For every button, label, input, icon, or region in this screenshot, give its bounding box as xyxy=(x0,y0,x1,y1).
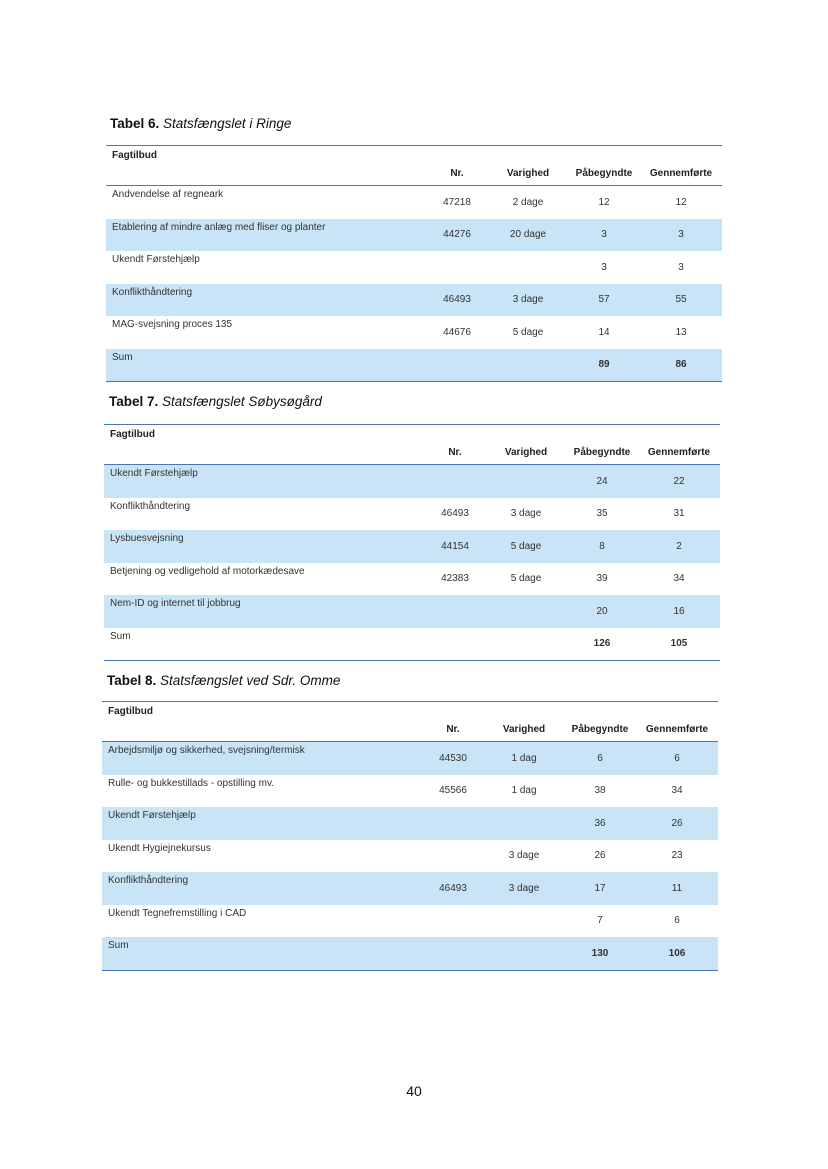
data-table xyxy=(102,701,718,971)
column-header: Påbegyndte xyxy=(566,425,638,465)
cell-fagtilbud: Sum xyxy=(102,937,422,970)
cell-fagtilbud: Ukendt Førstehjælp xyxy=(102,807,422,840)
cell-fagtilbud: Sum xyxy=(104,628,424,661)
cell-pabegyndte: 26 xyxy=(594,850,606,862)
cell-gennemforte: 11 xyxy=(636,872,718,905)
cell-nr: 46493 xyxy=(426,284,488,317)
cell-nr xyxy=(422,905,484,938)
table-row xyxy=(104,530,720,563)
cell-fagtilbud: Ukendt Førstehjælp xyxy=(112,254,200,265)
cell-pabegyndte: 8 xyxy=(566,530,638,563)
cell-pabegyndte: 17 xyxy=(564,872,636,905)
cell-fagtilbud: MAG-svejsning proces 135 xyxy=(112,319,233,330)
cell-pabegyndte: 36 xyxy=(564,807,636,840)
table-caption: Statsfængslet Søbysøgård xyxy=(162,394,322,409)
cell-gennemforte: 26 xyxy=(636,807,718,840)
cell-gennemforte: 3 xyxy=(640,219,722,252)
cell-gennemforte: 55 xyxy=(640,284,722,317)
table-row xyxy=(104,595,720,628)
table-row xyxy=(102,775,718,808)
cell-gennemforte: 106 xyxy=(636,937,718,970)
cell-varighed: 1 dag xyxy=(511,785,537,797)
column-header: Fagtilbud xyxy=(104,425,424,465)
column-header: Gennemførte xyxy=(636,702,718,742)
cell-pabegyndte: 14 xyxy=(598,326,610,338)
column-header: Påbegyndte xyxy=(564,702,636,742)
cell-fagtilbud: Ukendt Tegnefremstilling i CAD xyxy=(108,907,247,919)
table-label: Tabel 8. xyxy=(107,673,157,688)
cell-varighed xyxy=(484,905,564,938)
cell-varighed xyxy=(484,807,564,840)
cell-nr: 46493 xyxy=(441,508,469,520)
cell-gennemforte: 105 xyxy=(638,628,720,661)
table-row xyxy=(106,186,722,219)
cell-varighed xyxy=(488,251,568,284)
cell-fagtilbud: Konflikthåndtering xyxy=(106,284,426,317)
cell-gennemforte: 34 xyxy=(673,573,685,585)
table-row xyxy=(102,905,718,938)
cell-pabegyndte: 39 xyxy=(596,573,608,585)
cell-pabegyndte: 130 xyxy=(564,937,636,970)
cell-varighed xyxy=(486,465,566,498)
table-caption: Statsfængslet i Ringe xyxy=(163,116,292,131)
cell-fagtilbud: Ukendt Hygiejnekursus xyxy=(108,842,211,854)
cell-gennemforte: 13 xyxy=(675,326,687,338)
cell-pabegyndte: 57 xyxy=(568,284,640,317)
cell-pabegyndte: 24 xyxy=(566,465,638,498)
cell-varighed: 3 dage xyxy=(484,872,564,905)
cell-fagtilbud: Nem-ID og internet til jobbrug xyxy=(104,595,424,628)
cell-fagtilbud: Etablering af mindre anlæg med fliser og planter xyxy=(106,219,426,252)
page-number: 40 xyxy=(406,1083,422,1099)
table-row xyxy=(102,742,718,775)
cell-gennemforte: 34 xyxy=(671,785,683,797)
cell-fagtilbud: Konflikthåndtering xyxy=(110,500,191,512)
column-header: Fagtilbud xyxy=(106,146,426,186)
cell-varighed: 5 dage xyxy=(510,573,542,585)
cell-varighed: 5 dage xyxy=(486,530,566,563)
cell-varighed: 3 dage xyxy=(510,508,542,520)
cell-gennemforte: 16 xyxy=(638,595,720,628)
table-label: Tabel 7. xyxy=(109,394,159,409)
cell-varighed: 1 dag xyxy=(484,742,564,775)
cell-nr xyxy=(424,628,486,661)
cell-varighed: 2 dage xyxy=(512,196,544,208)
cell-gennemforte: 3 xyxy=(678,261,684,273)
table-row xyxy=(102,807,718,840)
table-row xyxy=(106,284,722,317)
cell-gennemforte: 23 xyxy=(671,850,683,862)
cell-nr xyxy=(422,840,484,873)
column-header: Gennemførte xyxy=(640,146,722,186)
table-row xyxy=(104,563,720,596)
data-table xyxy=(104,424,720,661)
cell-fagtilbud: Lysbuesvejsning xyxy=(104,530,424,563)
cell-varighed xyxy=(486,595,566,628)
cell-gennemforte: 6 xyxy=(674,915,680,927)
cell-pabegyndte: 7 xyxy=(597,915,603,927)
table-title xyxy=(110,116,291,131)
column-header: Nr. xyxy=(422,702,484,742)
cell-pabegyndte: 38 xyxy=(594,785,606,797)
cell-pabegyndte: 20 xyxy=(566,595,638,628)
table-row xyxy=(104,465,720,498)
column-header: Varighed xyxy=(486,425,566,465)
cell-fagtilbud: Ukendt Førstehjælp xyxy=(104,465,424,498)
table-row xyxy=(104,498,720,531)
cell-pabegyndte: 3 xyxy=(601,261,607,273)
cell-gennemforte: 31 xyxy=(673,508,685,520)
column-header: Nr. xyxy=(424,425,486,465)
cell-nr: 45566 xyxy=(439,785,467,797)
cell-fagtilbud: Rulle- og bukkestillads - opstilling mv. xyxy=(108,777,274,789)
cell-gennemforte: 22 xyxy=(638,465,720,498)
cell-varighed xyxy=(486,628,566,661)
cell-pabegyndte: 3 xyxy=(568,219,640,252)
cell-fagtilbud: Sum xyxy=(106,349,426,382)
table-row xyxy=(102,872,718,905)
cell-pabegyndte: 89 xyxy=(568,349,640,382)
cell-nr xyxy=(424,465,486,498)
cell-gennemforte: 6 xyxy=(636,742,718,775)
cell-pabegyndte: 6 xyxy=(564,742,636,775)
cell-fagtilbud: Arbejdsmiljø og sikkerhed, svejsning/termisk xyxy=(102,742,422,775)
cell-gennemforte: 2 xyxy=(638,530,720,563)
cell-gennemforte: 86 xyxy=(640,349,722,382)
cell-pabegyndte: 12 xyxy=(598,196,610,208)
table-row xyxy=(106,219,722,252)
table-sum-row xyxy=(102,937,718,970)
table-row xyxy=(106,251,722,284)
cell-nr: 44154 xyxy=(424,530,486,563)
table-sum-row xyxy=(106,349,722,382)
cell-fagtilbud: Andvendelse af regneark xyxy=(112,189,224,200)
cell-fagtilbud: Betjening og vedligehold af motorkædesave xyxy=(110,565,305,577)
column-header: Gennemførte xyxy=(638,425,720,465)
column-header: Nr. xyxy=(426,146,488,186)
table-sum-row xyxy=(104,628,720,661)
cell-varighed: 3 dage xyxy=(488,284,568,317)
data-table xyxy=(106,145,722,382)
table-label: Tabel 6. xyxy=(110,116,160,131)
cell-pabegyndte: 35 xyxy=(596,508,608,520)
column-header: Varighed xyxy=(488,146,568,186)
table-title xyxy=(107,673,340,688)
cell-pabegyndte: 126 xyxy=(566,628,638,661)
cell-varighed: 20 dage xyxy=(488,219,568,252)
cell-nr: 42383 xyxy=(441,573,469,585)
table-row xyxy=(106,316,722,349)
cell-varighed: 5 dage xyxy=(512,326,544,338)
cell-nr: 47218 xyxy=(443,196,471,208)
cell-nr xyxy=(426,251,488,284)
cell-nr xyxy=(424,595,486,628)
cell-fagtilbud: Konflikthåndtering xyxy=(102,872,422,905)
cell-nr: 44676 xyxy=(443,326,471,338)
table-header-row xyxy=(104,425,720,465)
cell-varighed xyxy=(488,349,568,382)
cell-gennemforte: 12 xyxy=(675,196,687,208)
column-header: Påbegyndte xyxy=(568,146,640,186)
cell-nr xyxy=(426,349,488,382)
cell-nr xyxy=(422,937,484,970)
table-row xyxy=(102,840,718,873)
cell-nr: 44530 xyxy=(422,742,484,775)
table-header-row xyxy=(102,702,718,742)
column-header: Varighed xyxy=(484,702,564,742)
table-caption: Statsfængslet ved Sdr. Omme xyxy=(160,673,341,688)
cell-varighed xyxy=(484,937,564,970)
table-header-row xyxy=(106,146,722,186)
table-title xyxy=(109,394,322,409)
cell-nr: 44276 xyxy=(426,219,488,252)
column-header: Fagtilbud xyxy=(102,702,422,742)
cell-nr xyxy=(422,807,484,840)
cell-nr: 46493 xyxy=(422,872,484,905)
cell-varighed: 3 dage xyxy=(508,850,540,862)
